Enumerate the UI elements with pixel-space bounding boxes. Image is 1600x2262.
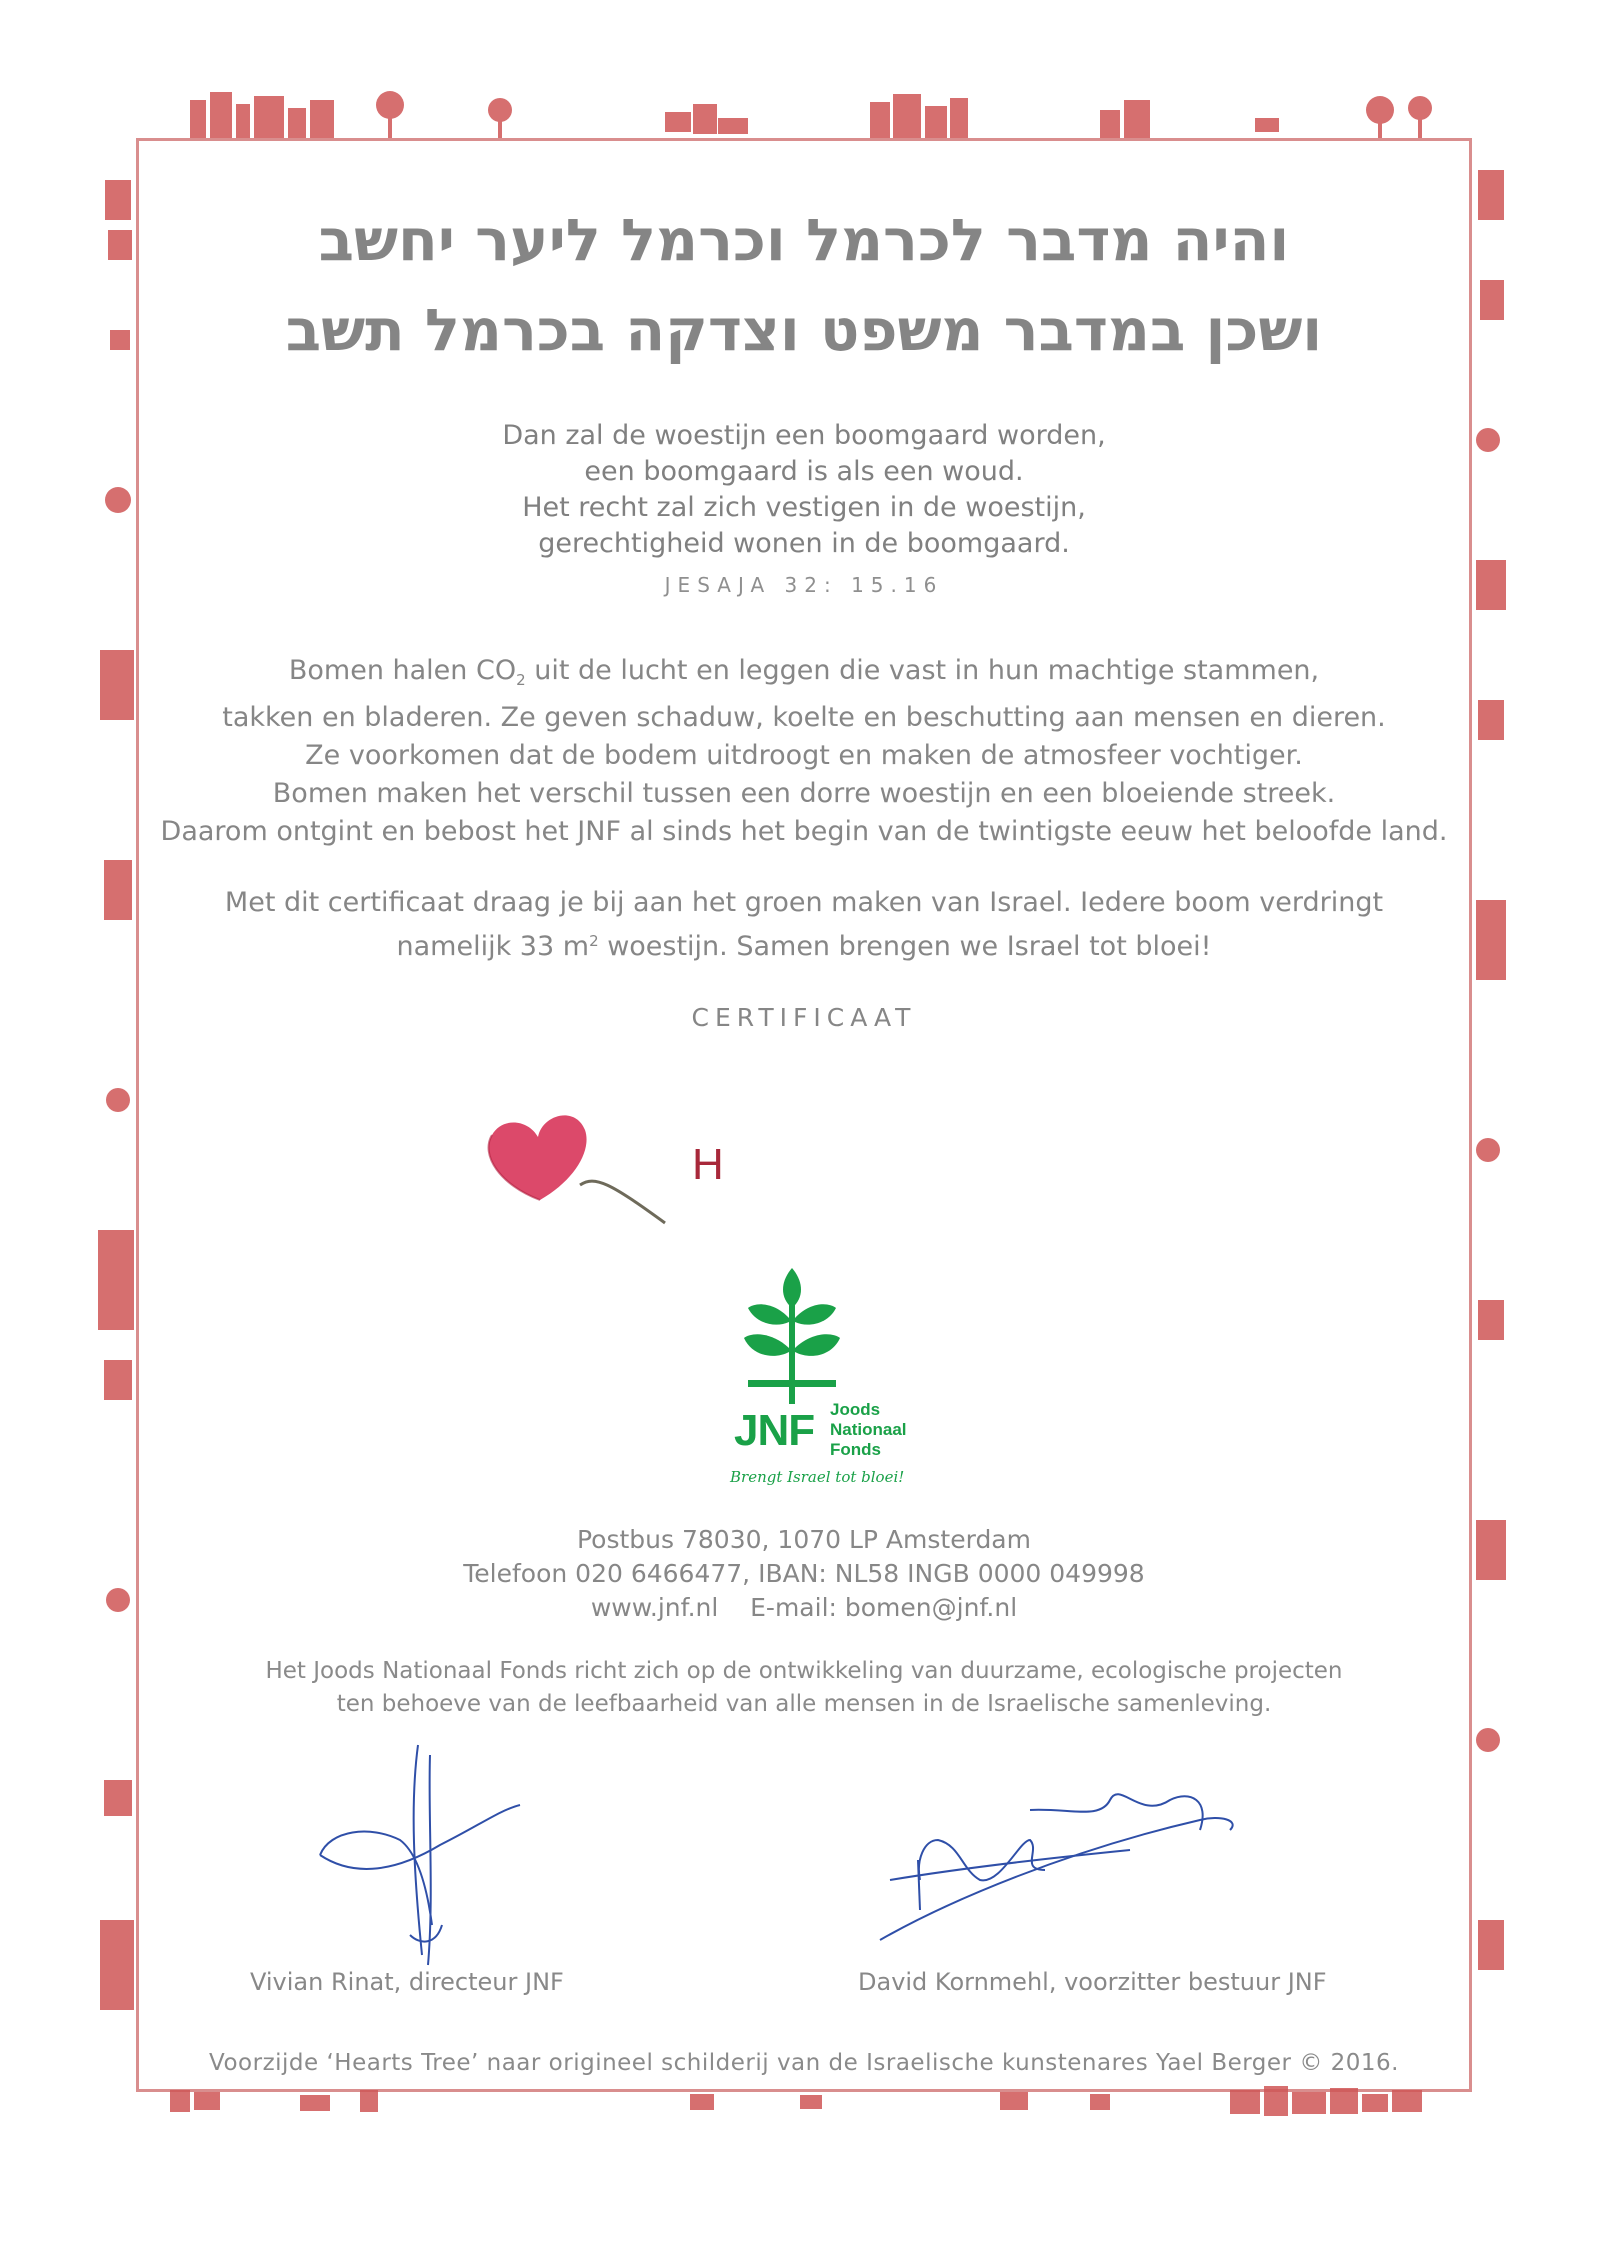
co2-subscript: 2: [516, 671, 526, 689]
logo-name-line-3: Fonds: [830, 1440, 881, 1459]
certificate-label: CERTIFICAAT: [691, 1003, 917, 1032]
logo-name: [830, 1400, 907, 1460]
logo-abbr: JNF: [734, 1406, 815, 1455]
hebrew-line-1: והיה מדבר לכרמל וכרמל ליער יחשב: [318, 206, 1290, 274]
email-link[interactable]: E-mail: bomen@jnf.nl: [750, 1593, 1018, 1622]
heart-illustration: [480, 1105, 680, 1225]
body-line-5: Daarom ontgint en bebost het JNF al sinds het begin van de twintigste eeuw het beloofde land.: [160, 816, 1448, 847]
signature-right: [870, 1760, 1250, 1950]
address-line-2: Telefoon 020 6466477, IBAN: NL58 INGB 0000 049998: [463, 1559, 1145, 1588]
logo-tagline: Brengt Israel tot bloei!: [730, 1468, 905, 1486]
hebrew-verse: [136, 195, 1472, 375]
body-line-3: Ze voorkomen dat de bodem uitdroogt en maken de atmosfeer vochtiger.: [305, 740, 1303, 771]
address-line-1: Postbus 78030, 1070 LP Amsterdam: [577, 1525, 1031, 1554]
address-block: [136, 1523, 1472, 1625]
verse-line-4: gerechtigheid wonen in de boomgaard.: [538, 528, 1070, 559]
body-line-1-pre: Bomen halen CO: [288, 655, 517, 686]
body-line-4: Bomen maken het verschil tussen een dorre woestijn en een bloeiende streek.: [272, 778, 1336, 809]
hebrew-line-2: ושכן במדבר משפט וצדקה בכרמל תשב: [285, 296, 1323, 364]
body-para2-line-2-pre: namelijk 33 m: [396, 931, 590, 962]
verse-line-1: Dan zal de woestijn een boomgaard worden,: [502, 420, 1106, 451]
body-paragraph-1: [136, 652, 1472, 851]
logo-name-line-1: Joods: [830, 1400, 881, 1419]
verse-reference: JESAJA 32: 15.16: [664, 573, 944, 597]
footer-note: Voorzijde ‘Hearts Tree’ naar origineel schilderij van de Israelische kunstenares Yael Berger © 2016.: [209, 2050, 1399, 2076]
signatory-left: Vivian Rinat, directeur JNF: [250, 1968, 564, 1996]
dutch-verse: [136, 418, 1472, 562]
body-line-2: takken en bladeren. Ze geven schaduw, koelte en beschutting aan mensen en dieren.: [222, 702, 1386, 733]
mission-statement: [136, 1655, 1472, 1721]
mission-line-2: ten behoeve van de leefbaarheid van alle mensen in de Israelische samenleving.: [336, 1691, 1272, 1717]
body-paragraph-2: [136, 884, 1472, 966]
body-para2-line-2-post: woestijn. Samen brengen we Israel tot bloei!: [598, 931, 1212, 962]
body-line-1: [136, 652, 1472, 699]
mission-line-1: Het Joods Nationaal Fonds richt zich op de ontwikkeling van duurzame, ecologische projecten: [265, 1658, 1343, 1684]
contact-line: [136, 1591, 1472, 1625]
logo-name-line-2: Nationaal: [830, 1420, 907, 1439]
signature-left: [310, 1735, 530, 1975]
verse-line-2: een boomgaard is als een woud.: [584, 456, 1024, 487]
website-link[interactable]: www.jnf.nl: [590, 1593, 719, 1622]
sprout-icon: [742, 1268, 842, 1408]
heart-letter: H: [692, 1140, 724, 1189]
verse-line-3: Het recht zal zich vestigen in de woestijn,: [522, 492, 1086, 523]
jnf-logo: [730, 1268, 950, 1508]
signatory-right: David Kornmehl, voorzitter bestuur JNF: [858, 1968, 1327, 1996]
m2-superscript: 2: [589, 932, 599, 950]
body-para2-line-1: Met dit certificaat draag je bij aan het groen maken van Israel. Iedere boom verdringt: [224, 887, 1384, 918]
body-para2-line-2: [136, 922, 1472, 966]
body-line-1-post: uit de lucht en leggen die vast in hun machtige stammen,: [525, 655, 1320, 686]
